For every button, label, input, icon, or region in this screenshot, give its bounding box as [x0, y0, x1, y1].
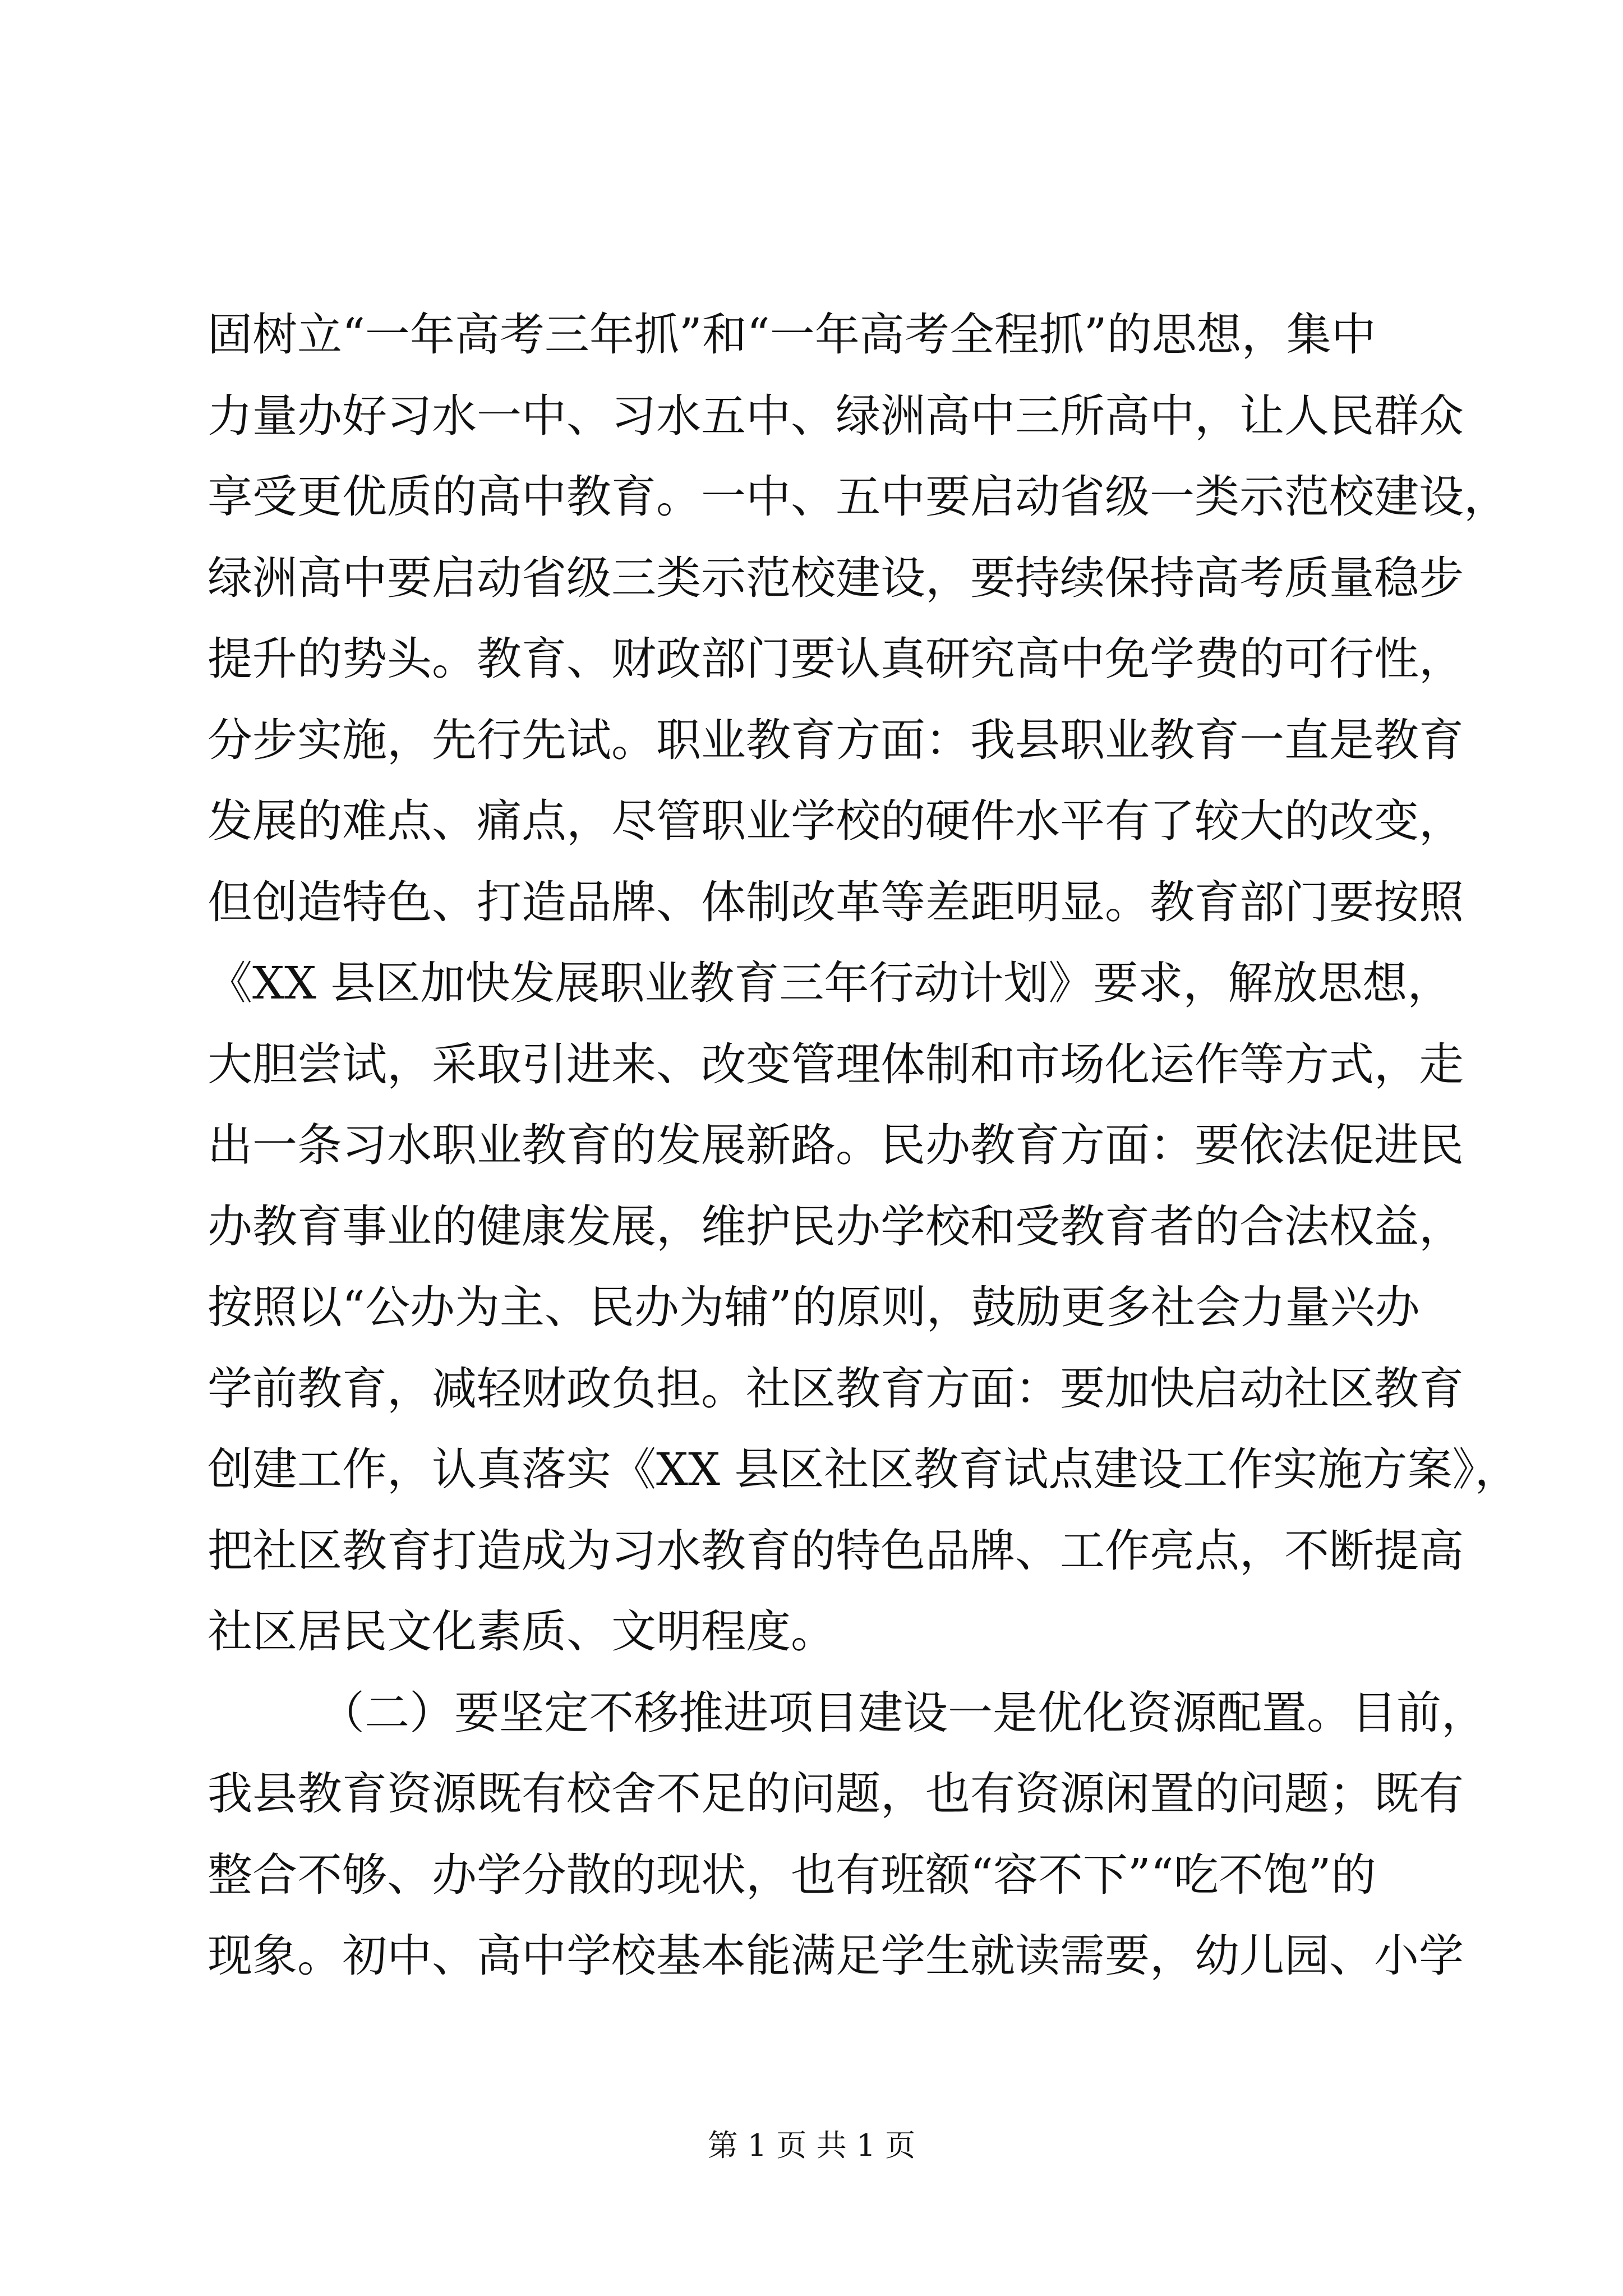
text-line: 大胆尝试，采取引进来、改变管理体制和市场化运作等方式，走 — [208, 1038, 1464, 1091]
text-line: 享受更优质的高中教育。一中、五中要启动省级一类示范校建设， — [208, 471, 1509, 523]
page-footer: 第 1 页 共 1 页 — [707, 2128, 916, 2163]
text-line: 学前教育，减轻财政负担。社区教育方面：要加快启动社区教育 — [208, 1362, 1464, 1415]
text-line: 但创造特色、打造品牌、体制改革等差距明显。教育部门要按照 — [208, 876, 1464, 928]
text-line: 我县教育资源既有校舍不足的问题，也有资源闲置的问题；既有 — [208, 1768, 1464, 1820]
text-line: 出一条习水职业教育的发展新路。民办教育方面：要依法促进民 — [208, 1119, 1464, 1171]
text-line: 现象。初中、高中学校基本能满足学生就读需要，幼儿园、小学 — [208, 1930, 1464, 1982]
text-line: 按照以“公办为主、民办为辅”的原则，鼓励更多社会力量兴办 — [208, 1281, 1420, 1333]
text-line: （二）要坚定不移推进项目建设一是优化资源配置。目前， — [320, 1686, 1486, 1739]
text-line: 办教育事业的健康发展，维护民办学校和受教育者的合法权益， — [208, 1200, 1464, 1253]
text-line: 社区居民文化素质、文明程度。 — [208, 1605, 836, 1658]
text-line: 《XX 县区加快发展职业教育三年行动计划》要求，解放思想， — [208, 957, 1453, 1009]
text-line: 整合不够、办学分散的现状，也有班额“容不下”“吃不饱”的 — [208, 1848, 1376, 1901]
text-line: 分步实施，先行先试。职业教育方面：我县职业教育一直是教育 — [208, 714, 1464, 766]
text-line: 发展的难点、痛点，尽管职业学校的硬件水平有了较大的改变， — [208, 795, 1464, 847]
text-line: 力量办好习水一中、习水五中、绿洲高中三所高中，让人民群众 — [208, 389, 1464, 442]
document-body — [208, 295, 1520, 1997]
text-line: 提升的势头。教育、财政部门要认真研究高中免学费的可行性， — [208, 633, 1464, 685]
text-line: 绿洲高中要启动省级三类示范校建设，要持续保持高考质量稳步 — [208, 551, 1464, 604]
text-line: 创建工作，认真落实《XX 县区社区教育试点建设工作实施方案》， — [208, 1443, 1520, 1496]
text-line: 固树立“一年高考三年抓”和“一年高考全程抓”的思想，集中 — [208, 309, 1376, 361]
text-line: 把社区教育打造成为习水教育的特色品牌、工作亮点，不断提高 — [208, 1524, 1464, 1577]
